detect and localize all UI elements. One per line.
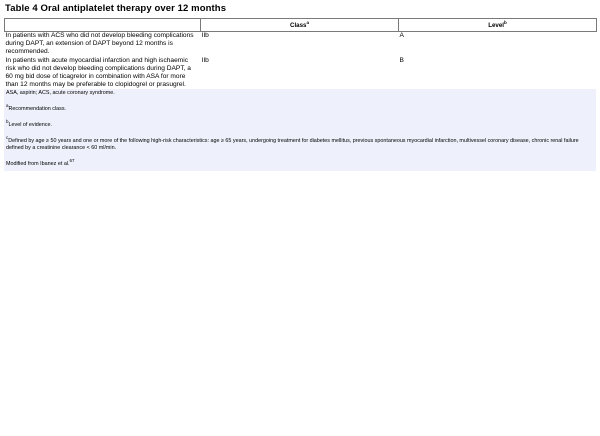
footnote-c <box>6 134 594 152</box>
footnote-c-marker: c <box>6 135 9 141</box>
recommendations-table <box>4 18 597 89</box>
level-cell: A <box>399 32 404 39</box>
level-cell: B <box>399 56 404 64</box>
abbreviations-note: ASA, aspirin; ACS, acute coronary syndrome. <box>6 90 115 97</box>
table-container <box>4 18 596 171</box>
footnote-b-marker: b <box>6 119 9 125</box>
class-cell: IIb <box>201 56 209 64</box>
footnote-b <box>6 118 594 129</box>
footnote-a <box>6 102 594 113</box>
table-row <box>5 57 597 90</box>
table-title: Table 4 Oral antiplatelet therapy over 12 months <box>5 3 227 14</box>
header-level-label: Level <box>488 21 505 29</box>
header-level <box>399 19 597 32</box>
source-text: Modified from Ibanez et al. <box>6 160 70 167</box>
header-class-label: Class <box>289 21 307 29</box>
header-class <box>201 19 399 32</box>
source-note <box>6 157 594 168</box>
footnote-b-text: Level of evidence. <box>8 122 52 129</box>
recommendation-cell: In patients with acute myocardial infarction and high ischaemic risk who did not develop bleeding complications during DAPT, a 60 mg bid dose of ticagrelor in combination with ASA for more than 12 months may be preferable to clopidogrel or prasugrel. <box>5 56 191 89</box>
table-row <box>5 32 597 57</box>
header-class-footnote: a <box>306 19 310 25</box>
header-recommendation <box>5 19 201 32</box>
recommendation-cell: In patients with ACS who did not develop bleeding complications during DAPT, an extension of DAPT beyond 12 months is recommended. <box>5 32 194 56</box>
table-footnotes <box>4 89 596 170</box>
footnote-c-text: Defined by age ≥ 50 years and one or more of the following high-risk characteristics: age ≥ 65 years, undergoing treatment for diabetes mellitus, previous spontaneous myocardial infarction, multivessel coronary disease, chronic renal failure defined by a creatinine clearance < 60 ml/min. <box>6 137 579 151</box>
header-level-footnote: b <box>504 19 507 25</box>
footnote-a-text: Recommendation class. <box>8 106 67 113</box>
table-header-row <box>5 19 597 32</box>
class-cell: IIb <box>201 32 209 39</box>
footnote-a-marker: a <box>6 103 9 109</box>
source-reference: 67 <box>69 157 75 163</box>
